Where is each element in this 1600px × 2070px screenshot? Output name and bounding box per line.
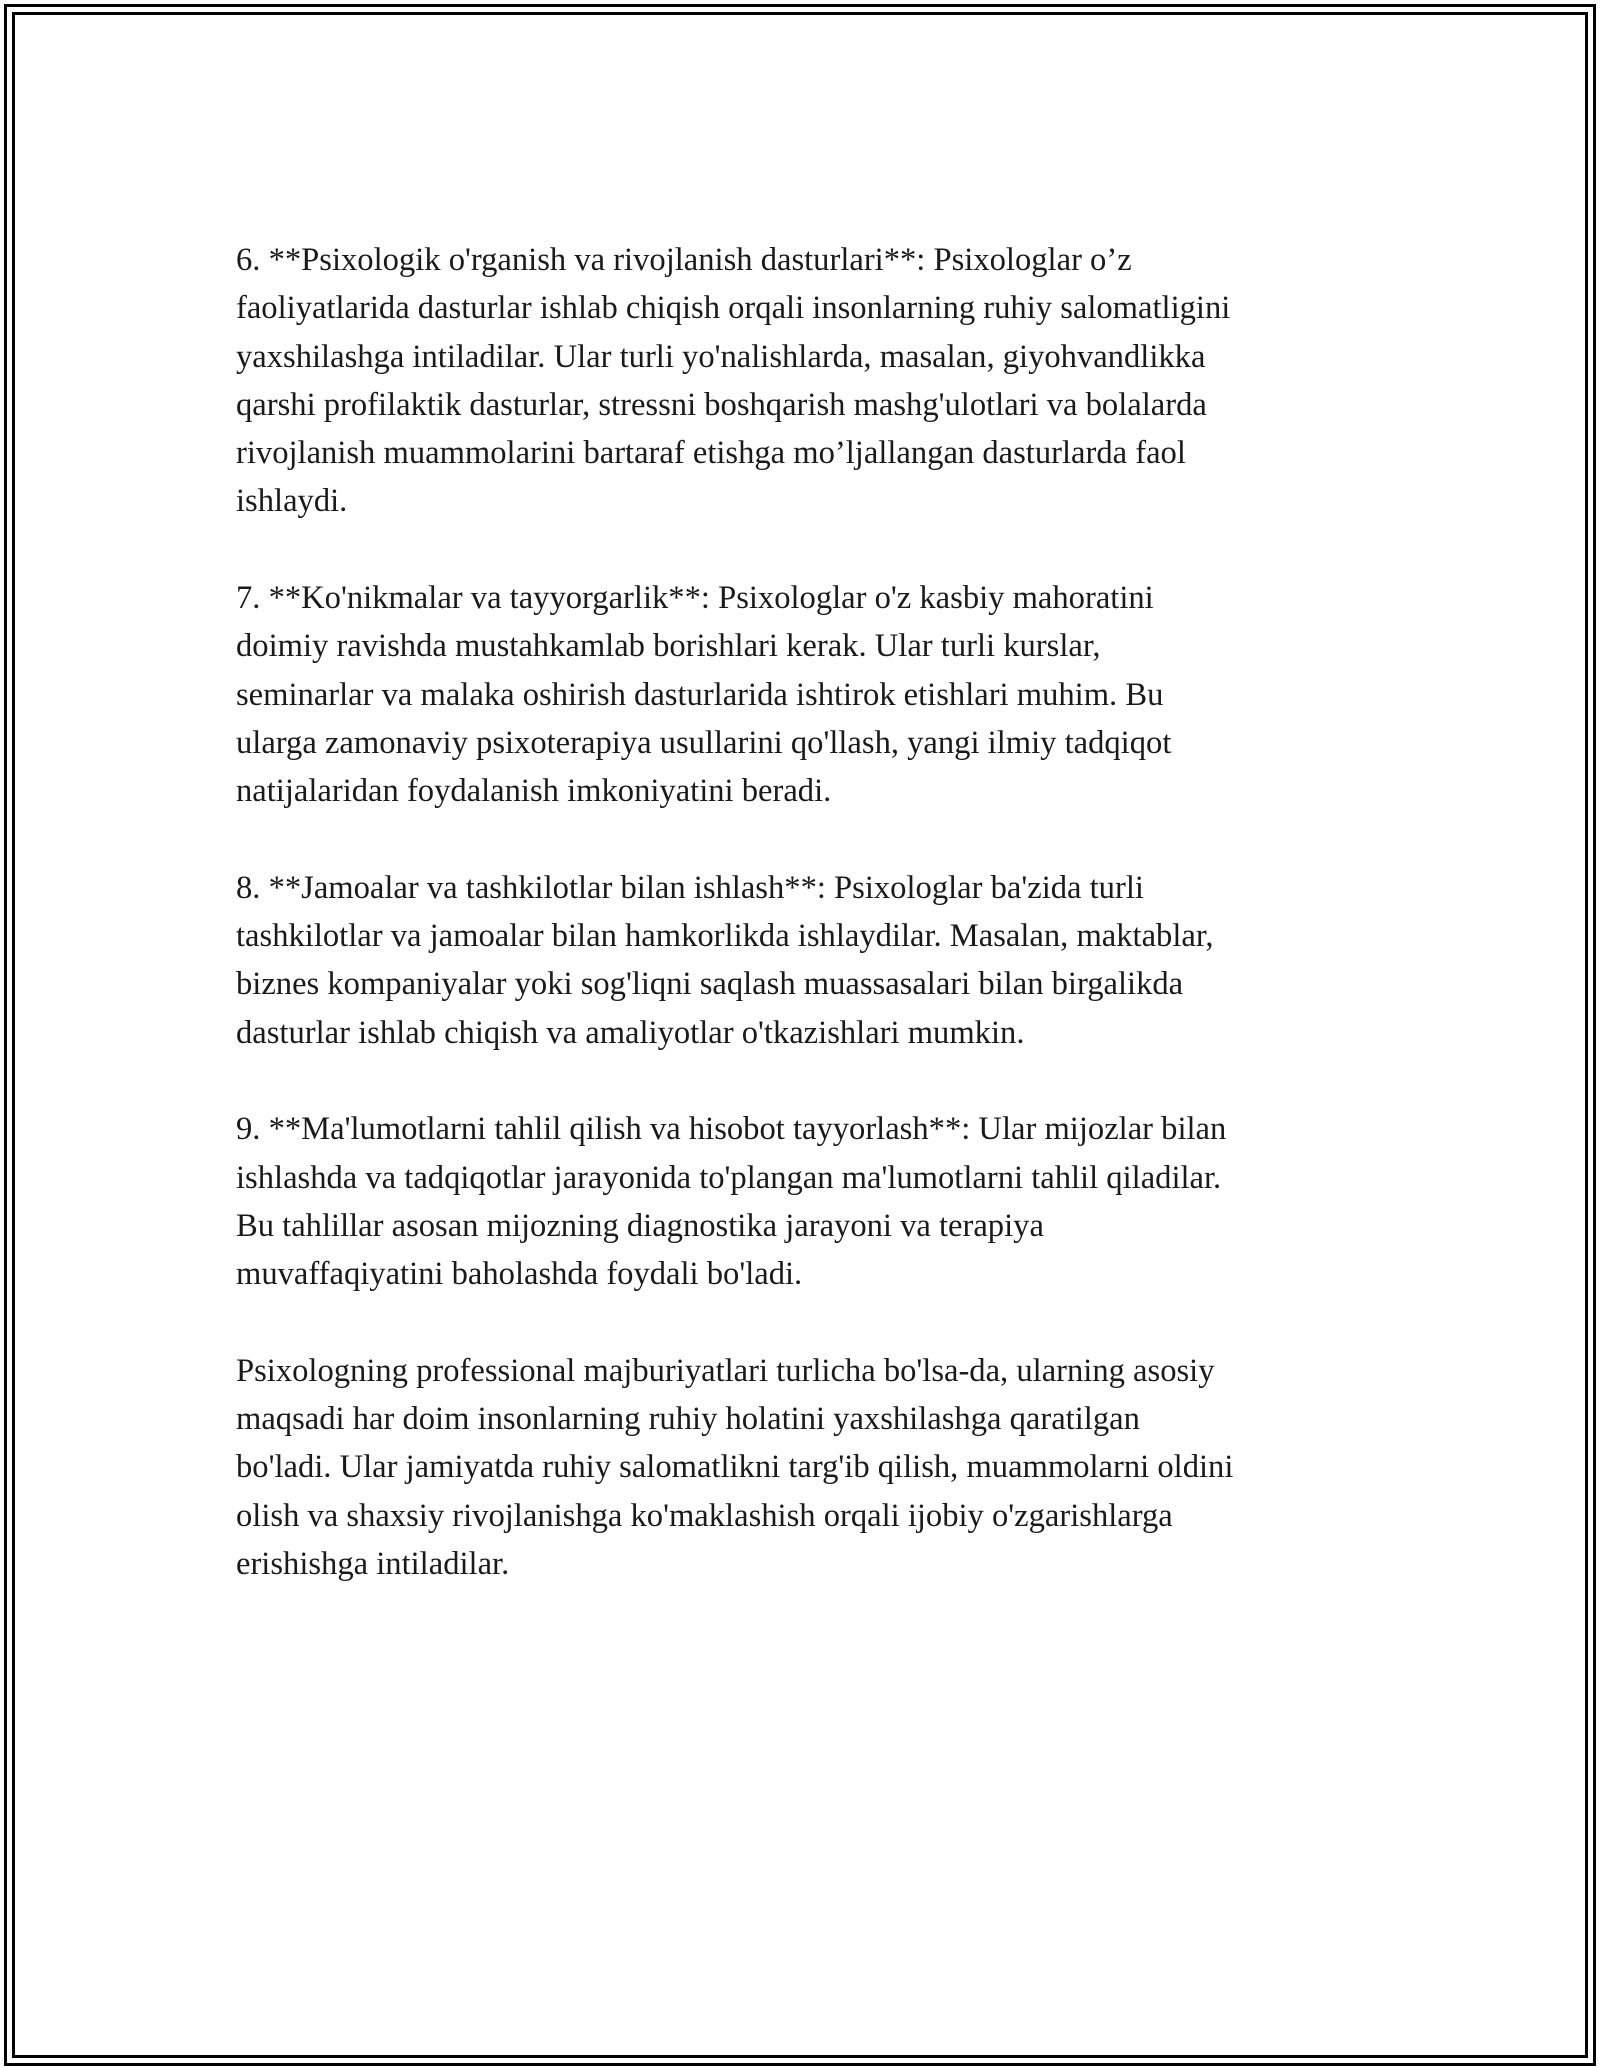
paragraph-7-skills-training: 7. **Ko'nikmalar va tayyorgarlik**: Psixologlar o'z kasbiy mahoratini doimiy ravishda mustahkamlab borishlari kerak. Ular turli kurslar, seminarlar va malaka oshirish dasturlarida ishtirok etishlari muhim. Bu ularga zamonaviy psixoterapiya usullarini qo'llash, yangi ilmiy tadqiqot natijalaridan foydalanish imkoniyatini beradi. — [236, 580, 1172, 810]
paragraph-conclusion: Psixologning professional majburiyatlari turlicha bo'lsa-da, ularning asosiy maqsadi har doim insonlarning ruhiy holatini yaxshilashga qaratilgan bo'ladi. Ular jamiyatda ruhiy salomatlikni targ'ib qilish, muammolarni oldini olish va shaxsiy rivojlanishga ko'maklashish orqali ijobiy o'zgarishlarga erishishga intiladilar. — [236, 1352, 1234, 1583]
paragraph-9-data-analysis: 9. **Ma'lumotlarni tahlil qilish va hisobot tayyorlash**: Ular mijozlar bilan ishlashda va tadqiqotlar jarayonida to'plangan ma'lumotlarni tahlil qiladilar. Bu tahlillar asosan mijozning diagnostika jarayoni va terapiya muvaffaqiyatini baholashda foydali bo'ladi. — [236, 1111, 1227, 1293]
paragraph-6-psychological-programs: 6. **Psixologik o'rganish va rivojlanish dasturlari**: Psixologlar o’z faoliyatlarida dasturlar ishlab chiqish orqali insonlarning ruhiy salomatligini yaxshilashga intiladilar. Ular turli yo'nalishlarda, masalan, giyohvandlikka qarshi profilaktik dasturlar, stressni boshqarish mashg'ulotlari va bolalarda rivojlanish muammolarini bartaraf etishga mo’ljallangan dasturlarda faol ishlaydi. — [236, 242, 1231, 520]
paragraph-8-teams-organizations: 8. **Jamoalar va tashkilotlar bilan ishlash**: Psixologlar ba'zida turli tashkilotlar va jamoalar bilan hamkorlikda ishlaydilar. Masalan, maktablar, biznes kompaniyalar yoki sog'liqni saqlash muassasalari bilan birgalikda dasturlar ishlab chiqish va amaliyotlar o'tkazishlari mumkin. — [236, 869, 1214, 1051]
document-body — [236, 236, 1386, 1637]
